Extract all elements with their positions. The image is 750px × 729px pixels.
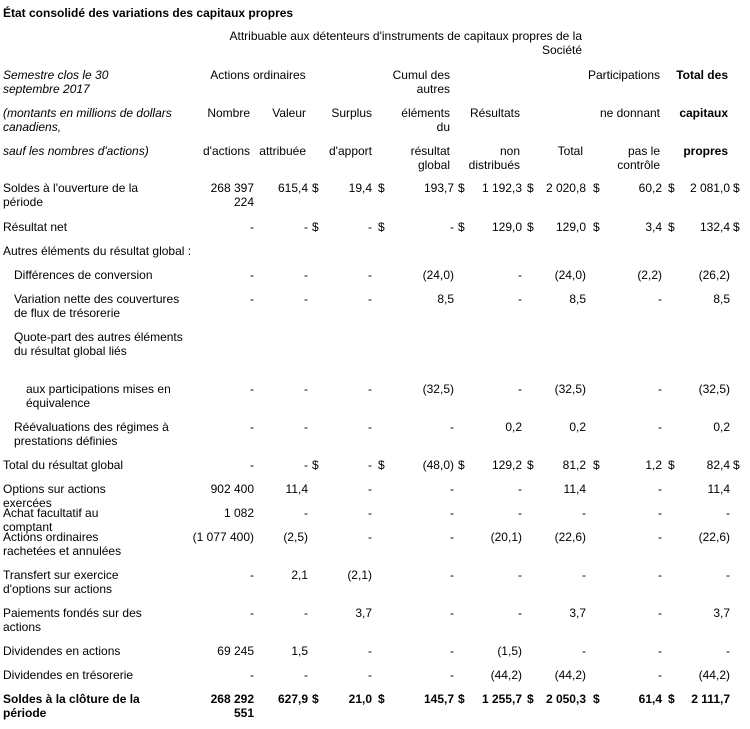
cell-cumul-currency: $ [458, 692, 465, 706]
cell-valeur: 627,9 [277, 692, 308, 706]
cell-total-capitaux: 8,5 [713, 292, 730, 306]
cell-nombre: - [250, 568, 254, 582]
cell-cumul: 193,7 [423, 181, 454, 195]
cell-total: 8,5 [569, 292, 586, 306]
cell-surplus-currency: $ [378, 692, 385, 706]
cell-total-capitaux: 11,4 [707, 482, 730, 496]
cell-participations: 60,2 [638, 181, 662, 195]
cell-cumul: - [450, 668, 454, 682]
header-valeur: Valeur [272, 106, 306, 120]
cell-surplus: - [368, 220, 372, 234]
cell-valeur-currency: $ [312, 220, 319, 234]
cell-valeur-currency: $ [312, 181, 319, 195]
cell-cumul: - [450, 220, 454, 234]
cell-valeur: - [304, 220, 308, 234]
cell-surplus: - [368, 530, 372, 544]
cell-total-capitaux: 0,2 [713, 420, 730, 434]
cell-cumul: - [450, 506, 454, 520]
row-label: Transfert sur exercice d'options sur actions [3, 568, 119, 596]
row-label: Total du résultat global [3, 458, 124, 472]
cell-resultats: (20,1) [490, 530, 522, 544]
cell-total-capitaux-currency: $ [733, 458, 740, 472]
cell-total: - [582, 644, 586, 658]
cell-cumul-currency: $ [458, 220, 465, 234]
cell-nombre: 1 082 [223, 506, 254, 520]
cell-resultats-currency: $ [527, 220, 534, 234]
header-period: Semestre clos le 30 septembre 2017 [3, 68, 109, 96]
cell-resultats: (1,5) [497, 644, 522, 658]
cell-participations: - [658, 668, 662, 682]
row-label: Dividendes en trésorerie [3, 668, 134, 682]
cell-participations: - [658, 482, 662, 496]
header-elements-du: éléments du [401, 106, 450, 134]
cell-nombre: - [250, 292, 254, 306]
cell-valeur: 1,5 [291, 644, 308, 658]
cell-cumul: 8,5 [437, 292, 454, 306]
cell-surplus: - [368, 482, 372, 496]
cell-total-capitaux: - [726, 568, 730, 582]
cell-total-capitaux-currency: $ [733, 181, 740, 195]
cell-total: (32,5) [554, 382, 586, 396]
cell-total: - [582, 506, 586, 520]
header-total-des: Total des [676, 68, 728, 82]
cell-total-capitaux: 2 111,7 [691, 692, 730, 706]
row-label: Soldes à l'ouverture de la période [3, 181, 139, 209]
cell-total-capitaux: (22,6) [698, 530, 730, 544]
cell-participations: - [658, 420, 662, 434]
row-label: Réévaluations des régimes à prestations définies [14, 420, 169, 448]
header-units: (montants en millions de dollars canadiens, [3, 106, 172, 134]
cell-total-capitaux: 3,7 [713, 606, 730, 620]
cell-participations: - [658, 292, 662, 306]
cell-surplus-currency: $ [378, 181, 385, 195]
cell-cumul: (32,5) [422, 382, 454, 396]
header-attribuee: attribuée [259, 144, 306, 158]
cell-resultats: - [518, 568, 522, 582]
row-label: Quote-part des autres éléments du résultat global liés [14, 330, 183, 358]
cell-total-capitaux: - [726, 506, 730, 520]
cell-surplus: - [368, 420, 372, 434]
cell-total: 0,2 [569, 420, 586, 434]
cell-surplus: - [368, 458, 372, 472]
cell-resultats: (44,2) [490, 668, 522, 682]
cell-cumul: - [450, 482, 454, 496]
cell-total-currency: $ [593, 181, 600, 195]
cell-participations: - [658, 568, 662, 582]
cell-total: 81,2 [562, 458, 586, 472]
cell-total-currency: $ [593, 458, 600, 472]
cell-participations: 3,4 [645, 220, 662, 234]
cell-nombre: 902 400 [210, 482, 254, 496]
row-label: Achat facultatif au comptant [3, 506, 99, 534]
header-dapport: d'apport [329, 144, 372, 158]
cell-surplus: 19,4 [348, 181, 372, 195]
cell-valeur: (2,5) [283, 530, 308, 544]
cell-total-capitaux: 2 081,0 [689, 181, 730, 195]
cell-participations-currency: $ [668, 181, 675, 195]
row-label: Soldes à la clôture de la période [3, 692, 140, 720]
cell-valeur: - [304, 506, 308, 520]
cell-nombre: - [250, 668, 254, 682]
cell-participations: - [658, 530, 662, 544]
cell-cumul: - [450, 530, 454, 544]
cell-participations: 1,2 [645, 458, 662, 472]
header-participations: Participations [587, 68, 660, 82]
cell-resultats: 1 255,7 [481, 692, 522, 706]
cell-valeur: - [304, 668, 308, 682]
cell-nombre: - [250, 606, 254, 620]
cell-cumul: - [450, 606, 454, 620]
header-resultat-global: résultat global [410, 144, 450, 172]
cell-participations: - [658, 644, 662, 658]
cell-resultats-currency: $ [527, 458, 534, 472]
cell-valeur: 2,1 [291, 568, 308, 582]
cell-surplus: - [368, 644, 372, 658]
cell-nombre: - [250, 220, 254, 234]
header-dactions: d'actions [203, 144, 250, 158]
cell-resultats-currency: $ [527, 181, 534, 195]
cell-cumul: - [450, 420, 454, 434]
cell-total-currency: $ [593, 692, 600, 706]
cell-total-currency: $ [593, 220, 600, 234]
row-label: Différences de conversion [14, 268, 153, 282]
cell-surplus: - [368, 668, 372, 682]
cell-participations: - [658, 382, 662, 396]
group-header: Attribuable aux détenteurs d'instruments de capitaux propres de la Société [229, 29, 582, 57]
cell-nombre: - [250, 382, 254, 396]
cell-cumul: (24,0) [422, 268, 454, 282]
cell-cumul: (48,0) [422, 458, 454, 472]
cell-resultats: 129,0 [491, 220, 522, 234]
row-label: Dividendes en actions [3, 644, 121, 658]
page-title: État consolidé des variations des capitaux propres [3, 6, 294, 20]
header-pas-le-controle: pas le contrôle [617, 144, 660, 172]
row-label: Résultat net [3, 220, 68, 234]
cell-surplus: (2,1) [347, 568, 372, 582]
cell-total: 3,7 [569, 606, 586, 620]
cell-cumul: 145,7 [423, 692, 454, 706]
cell-surplus: - [368, 382, 372, 396]
cell-resultats: 129,2 [491, 458, 522, 472]
cell-resultats: - [518, 482, 522, 496]
cell-total-capitaux: (32,5) [698, 382, 730, 396]
cell-total-capitaux: 82,4 [706, 458, 730, 472]
cell-cumul: - [450, 644, 454, 658]
cell-total-capitaux: (26,2) [698, 268, 730, 282]
cell-total: (24,0) [554, 268, 586, 282]
cell-surplus-currency: $ [378, 458, 385, 472]
cell-resultats: - [518, 506, 522, 520]
cell-nombre: 268 397 224 [210, 181, 254, 209]
cell-participations-currency: $ [668, 220, 675, 234]
cell-total: 11,4 [563, 482, 586, 496]
cell-nombre: - [250, 420, 254, 434]
cell-resultats: - [518, 606, 522, 620]
row-label: Paiements fondés sur des actions [3, 606, 142, 634]
header-nombre: Nombre [207, 106, 250, 120]
cell-nombre: (1 077 400) [192, 530, 254, 544]
cell-participations: 61,4 [638, 692, 662, 706]
row-label: Options sur actions exercées [3, 482, 106, 510]
cell-valeur: - [304, 458, 308, 472]
cell-cumul: - [450, 568, 454, 582]
header-propres: propres [683, 144, 728, 158]
cell-surplus: 3,7 [355, 606, 372, 620]
header-cumul: Cumul des autres [392, 68, 450, 96]
row-label: aux participations mises en équivalence [26, 382, 171, 410]
header-non-distribues: non distribués [468, 144, 520, 172]
row-label: Variation nette des couvertures de flux de trésorerie [14, 292, 180, 320]
cell-valeur: - [304, 606, 308, 620]
cell-valeur: - [304, 268, 308, 282]
cell-surplus: - [368, 292, 372, 306]
cell-resultats: - [518, 382, 522, 396]
header-resultats: Résultats [469, 106, 520, 120]
cell-total: 2 050,3 [545, 692, 586, 706]
cell-nombre: - [250, 268, 254, 282]
cell-valeur-currency: $ [312, 458, 319, 472]
cell-participations: - [658, 506, 662, 520]
cell-total: 129,0 [555, 220, 586, 234]
cell-surplus: 21,0 [348, 692, 372, 706]
header-surplus: Surplus [331, 106, 372, 120]
cell-total-capitaux-currency: $ [733, 220, 740, 234]
cell-valeur: 11,4 [285, 482, 308, 496]
cell-cumul-currency: $ [458, 181, 465, 195]
cell-total-capitaux: - [726, 644, 730, 658]
cell-valeur: - [304, 382, 308, 396]
cell-participations-currency: $ [668, 458, 675, 472]
cell-surplus: - [368, 506, 372, 520]
row-label: Autres éléments du résultat global : [3, 244, 192, 258]
header-units-note: sauf les nombres d'actions) [3, 144, 149, 158]
cell-valeur-currency: $ [312, 692, 319, 706]
header-actions-ordinaires: Actions ordinaires [210, 68, 306, 82]
cell-resultats: 1 192,3 [481, 181, 522, 195]
cell-total: (44,2) [554, 668, 586, 682]
cell-surplus-currency: $ [378, 220, 385, 234]
cell-total: 2 020,8 [545, 181, 586, 195]
cell-resultats-currency: $ [527, 692, 534, 706]
header-total: Total [557, 144, 583, 158]
cell-valeur: 615,4 [277, 181, 308, 195]
cell-cumul-currency: $ [458, 458, 465, 472]
cell-nombre: 69 245 [217, 644, 254, 658]
row-label: Actions ordinaires rachetées et annulées [3, 530, 122, 558]
cell-total-capitaux: 132,4 [699, 220, 730, 234]
cell-resultats: - [518, 268, 522, 282]
cell-resultats: - [518, 292, 522, 306]
cell-surplus: - [368, 268, 372, 282]
cell-resultats: 0,2 [505, 420, 522, 434]
cell-nombre: 268 292 551 [210, 692, 254, 720]
cell-participations-currency: $ [668, 692, 675, 706]
cell-participations: - [658, 606, 662, 620]
cell-valeur: - [304, 420, 308, 434]
cell-participations: (2,2) [637, 268, 662, 282]
cell-total-capitaux: (44,2) [698, 668, 730, 682]
header-capitaux: capitaux [679, 106, 728, 120]
cell-total: - [582, 568, 586, 582]
cell-valeur: - [304, 292, 308, 306]
cell-nombre: - [250, 458, 254, 472]
cell-total: (22,6) [554, 530, 586, 544]
header-ne-donnant: ne donnant [599, 106, 660, 120]
